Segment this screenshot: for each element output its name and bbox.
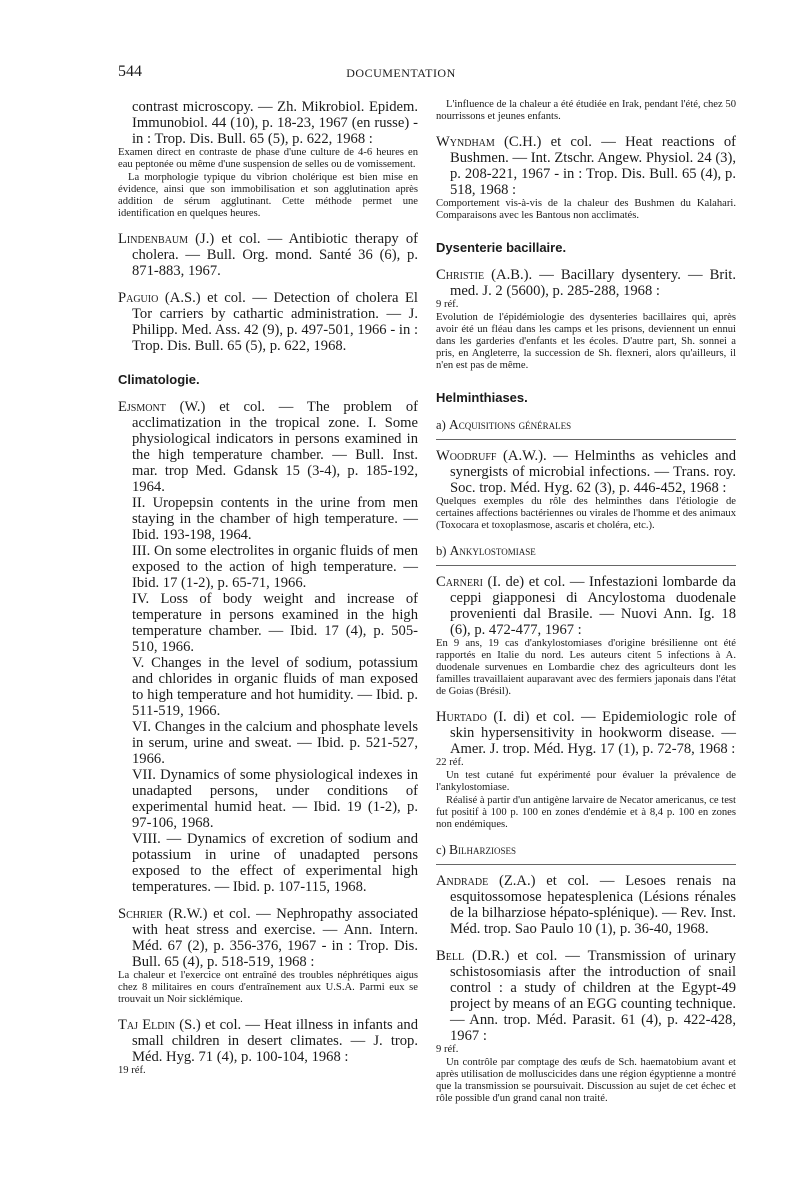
citation-text: Taj Eldin (S.) et col. — Heat illness in infants and small children in desert climates. — J. trop. Méd. Hyg. 71 (4), p. 100-104, 1968 : bbox=[118, 1017, 418, 1065]
divider bbox=[436, 864, 736, 865]
citation-text: Ejsmont (W.) et col. — The problem of acclimatization in the tropical zone. I. Some physiological indicators in persons examined in the high temperature chamber. — Bull. Inst. mar. trop Med. Gdansk 15 (3-4), p. 185-192, 1964. bbox=[118, 399, 418, 495]
bibliography-entry bbox=[436, 99, 736, 123]
author-name: Wyndham bbox=[436, 134, 495, 150]
citation-part: VIII. — Dynamics of excretion of sodium and potassium in urine of unadapted persons exposed to the effect of experimental high temperatures. — Ibid. p. 107-115, 1968. bbox=[132, 831, 418, 895]
page-header bbox=[118, 63, 684, 83]
citation-text: Andrade (Z.A.) et col. — Lesoes renais na esquitossomose hepatesplenica (Lésions rénales de la bilharziose hépato-splénique). — Rev. Inst. Méd. trop. Sao Paulo 10 (1), p. 36-40, 1968. bbox=[436, 873, 736, 937]
bibliography-entry bbox=[436, 267, 736, 372]
citation-text: Paguio (A.S.) et col. — Detection of cholera El Tor carriers by cathartic administration. — J. Philipp. Med. Ass. 42 (9), p. 497-501, 1966 - in : Trop. Dis. Bull. 65 (5), p. 622, 1968. bbox=[118, 290, 418, 354]
divider bbox=[436, 565, 736, 566]
bibliography-entry bbox=[436, 873, 736, 937]
citation-part: III. On some electrolites in organic fluids of men exposed to the action of high temperature. — Ibid. 17 (1-2), p. 65-71, 1966. bbox=[132, 543, 418, 591]
author-name: Andrade bbox=[436, 873, 489, 889]
bibliography-entry bbox=[118, 1017, 418, 1077]
running-head: DOCUMENTATION bbox=[346, 66, 456, 80]
citation-text: Schrier (R.W.) et col. — Nephropathy associated with heat stress and exercise. — Ann. Intern. Méd. 67 (2), p. 356-376, 1967 - in : Trop. Dis. Bull. 65 (4), p. 518-519, 1968 : bbox=[118, 906, 418, 970]
author-name: Bell bbox=[436, 948, 465, 964]
bibliography-entry bbox=[436, 134, 736, 222]
abstract-text: La chaleur et l'exercice ont entraîné des troubles néphrétiques aigus chez 8 militaires en cours d'entraînement aux U.S.A. Parmi eux se trouvait un Noir sicklémique. bbox=[118, 970, 418, 1005]
citation-text: Bell (D.R.) et col. — Transmission of urinary schistosomiasis after the introduction of snail control : a study of children at the Egypt-49 project by means of an EGG counting technique. — Ann. trop. Méd. Parasit. 61 (4), p. 422-428, 1967 : bbox=[436, 948, 736, 1044]
page-number: 544 bbox=[118, 63, 142, 80]
abstract-text: Quelques exemples du rôle des helminthes dans l'étiologie de certaines affections bactériennes ou virales de l'homme et des animaux (Toxocara et toxoplasmose, ascaris et choléra, etc.). bbox=[436, 496, 736, 531]
abstract-text: Comportement vis-à-vis de la chaleur des Bushmen du Kalahari. Comparaisons avec les Bantous non acclimatés. bbox=[436, 198, 736, 221]
divider bbox=[436, 439, 736, 440]
author-name: Woodruff bbox=[436, 448, 497, 464]
section-heading: Climatologie. bbox=[118, 372, 200, 387]
author-name: Schrier bbox=[118, 906, 163, 922]
abstract-text: La morphologie typique du vibrion cholérique est bien mise en évidence, ainsi que son immobilisation et son agglutination après addition de sérum agglutinant. Cette méthode permet une identification en quelques heures. bbox=[118, 172, 418, 219]
reference-count: 9 réf. bbox=[436, 1044, 459, 1055]
citation-text: Christie (A.B.). — Bacillary dysentery. — Brit. med. J. 2 (5600), p. 285-288, 1968 : bbox=[436, 267, 736, 299]
citation-text: Wyndham (C.H.) et col. — Heat reactions of Bushmen. — Int. Ztschr. Angew. Physiol. 24 (3), p. 208-221, 1967 - in : Trop. Dis. Bull. 65 (4), p. 518, 1968 : bbox=[436, 134, 736, 198]
abstract-text: L'influence de la chaleur a été étudiée en Irak, pendant l'été, chez 50 nourrissons et jeunes enfants. bbox=[436, 99, 736, 122]
bibliography-entry bbox=[118, 290, 418, 354]
subsection-heading: c) Bilharzioses bbox=[436, 842, 516, 857]
abstract-text: Un test cutané fut expérimenté pour évaluer la prévalence de l'ankylostomiase. bbox=[436, 770, 736, 793]
author-name: Carneri bbox=[436, 574, 483, 590]
bibliography-entry bbox=[436, 574, 736, 698]
author-name: Taj Eldin bbox=[118, 1017, 176, 1033]
author-name: Ejsmont bbox=[118, 399, 166, 415]
citation-text: Carneri (I. de) et col. — Infestazioni lombarde da ceppi giapponesi di Ancylostoma duodenale provenienti dal Brasile. — Nuovi Ann. Ig. 18 (6), p. 472-477, 1967 : bbox=[436, 574, 736, 638]
bibliography-entry bbox=[436, 448, 736, 532]
author-name: Paguio bbox=[118, 290, 159, 306]
citation-part: IV. Loss of body weight and increase of temperature in persons examined in the high temperature chamber. — Ibid. 17 (4), p. 505-510, 1966. bbox=[132, 591, 418, 655]
citation-text: contrast microscopy. — Zh. Mikrobiol. Epidem. Immunobiol. 44 (10), p. 18-23, 1967 (en russe) - in : Trop. Dis. Bull. 65 (5), p. 622, 1968 : bbox=[132, 99, 418, 147]
citation-part: VI. Changes in the calcium and phosphate levels in serum, urine and sweat. — Ibid. p. 521-527, 1966. bbox=[132, 719, 418, 767]
reference-count: 9 réf. bbox=[436, 299, 459, 310]
bibliography-entry bbox=[436, 709, 736, 831]
citation-text: Woodruff (A.W.). — Helminths as vehicles and synergists of microbial infections. — Trans. roy. Soc. trop. Méd. Hyg. 62 (3), p. 446-452, 1968 : bbox=[436, 448, 736, 496]
right-column bbox=[436, 99, 736, 1116]
citation-part: V. Changes in the level of sodium, potassium and chlorides in organic fluids of man exposed to high temperature and hot humidity. — Ibid. p. 511-519, 1966. bbox=[132, 655, 418, 719]
reference-count: 22 réf. bbox=[436, 757, 464, 768]
section-heading: Dysenterie bacillaire. bbox=[436, 240, 567, 255]
left-column bbox=[118, 99, 418, 1088]
abstract-text: Un contrôle par comptage des œufs de Sch. haematobium avant et après utilisation de molluscicides dans une région égyptienne a montré que la transmission se poursuivait. Discussion au sujet de cet échec et rôle possible d'un grand canal non traité. bbox=[436, 1057, 736, 1104]
citation-text: Lindenbaum (J.) et col. — Antibiotic therapy of cholera. — Bull. Org. mond. Santé 36 (6), p. 871-883, 1967. bbox=[118, 231, 418, 279]
bibliography-entry bbox=[118, 906, 418, 1006]
abstract-text: Examen direct en contraste de phase d'une culture de 4-6 heures en eau peptonée ou même d'une suspension de selles ou de vomissement. bbox=[118, 147, 418, 170]
citation-part: II. Uropepsin contents in the urine from men staying in the chamber of high temperature. — Ibid. 193-198, 1964. bbox=[132, 495, 418, 543]
abstract-text: Evolution de l'épidémiologie des dysenteries bacillaires qui, après avoir été un fléau dans les camps et les prisons, deviennent un ennui dans les garderies d'enfants et les écoles. D'autre part, Sh. sonnei a pris, en Angleterre, la succession de Sh. flexneri, alors qu'ailleurs, il n'en est pas de même. bbox=[436, 312, 736, 371]
subsection-heading: b) Ankylostomiase bbox=[436, 543, 536, 558]
abstract-text: En 9 ans, 19 cas d'ankylostomiases d'origine brésilienne ont été rapportés en Italie du nord. Les auteurs citent 5 infections à A. duodenale survenues en Lombardie chez des agriculteurs dont les familles travaillaient auparavant avec des fermiers japonais dans l'état de Goias (Brésil). bbox=[436, 638, 736, 697]
author-name: Lindenbaum bbox=[118, 231, 189, 247]
citation-text: Hurtado (I. di) et col. — Epidemiologic role of skin hypersensitivity in hookworm disease. — Amer. J. trop. Méd. Hyg. 17 (1), p. 72-78, 1968 : bbox=[436, 709, 736, 757]
bibliography-entry bbox=[118, 99, 418, 220]
bibliography-entry bbox=[118, 399, 418, 895]
author-name: Christie bbox=[436, 267, 485, 283]
bibliography-entry bbox=[436, 948, 736, 1105]
bibliography-entry bbox=[118, 231, 418, 279]
reference-count: 19 réf. bbox=[118, 1065, 146, 1076]
citation-part: VII. Dynamics of some physiological indexes in unadapted persons, under conditions of experimental humid heat. — Ibid. 19 (1-2), p. 97-106, 1968. bbox=[132, 767, 418, 831]
subsection-heading: a) Acquisitions générales bbox=[436, 417, 572, 432]
section-heading: Helminthiases. bbox=[436, 390, 528, 405]
abstract-text: Réalisé à partir d'un antigène larvaire de Necator americanus, ce test fut positif à 100 p. 100 en zones d'endémie et à 8,4 p. 100 en zones non endémiques. bbox=[436, 795, 736, 830]
author-name: Hurtado bbox=[436, 709, 487, 725]
